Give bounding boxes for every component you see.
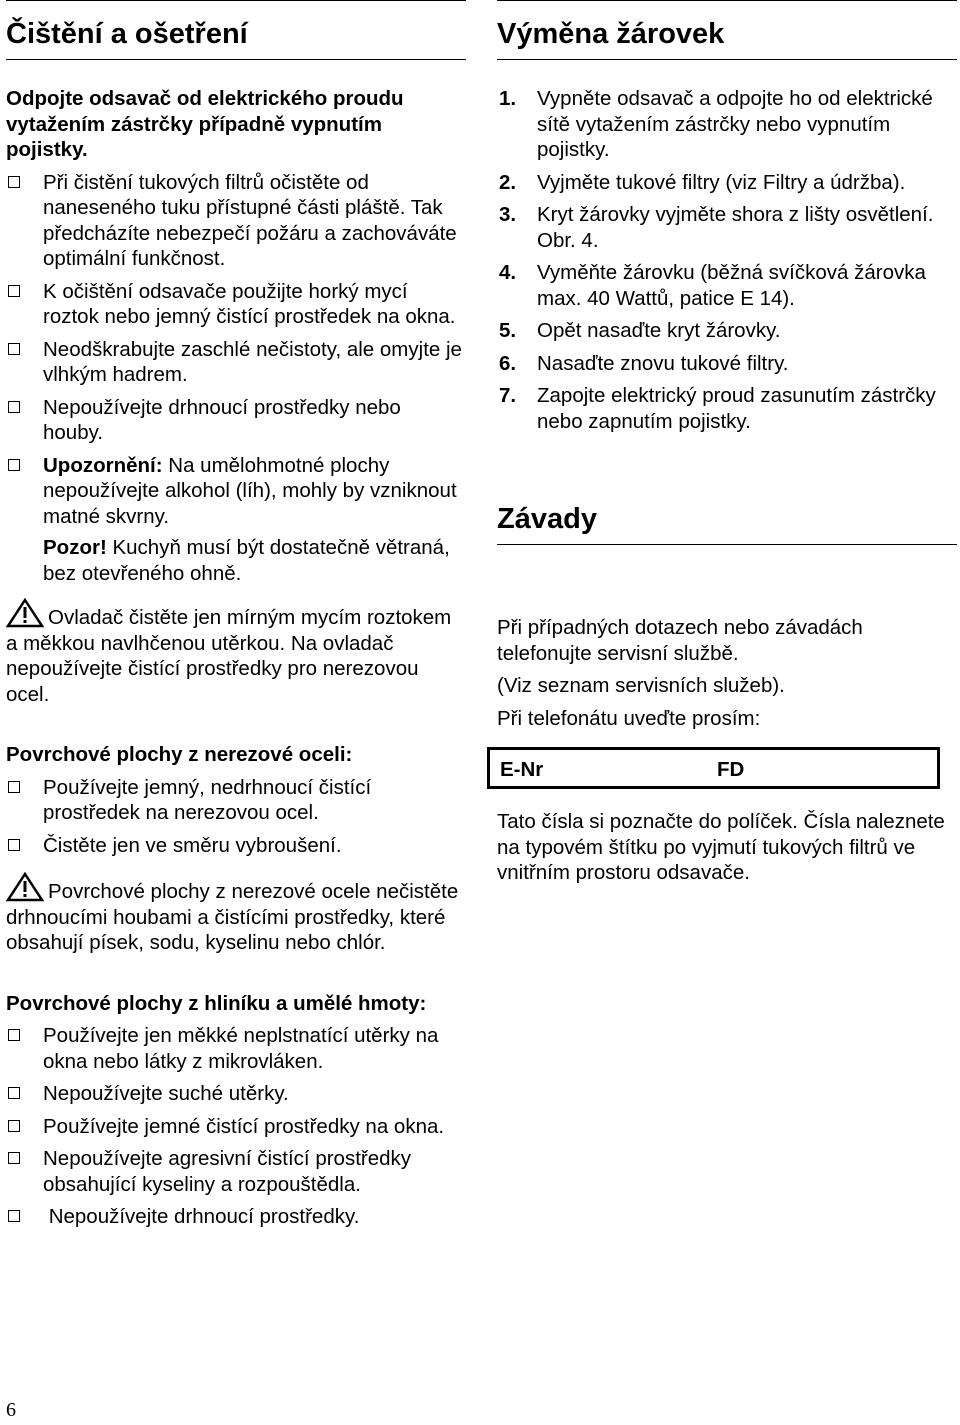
bulb-steps-list xyxy=(497,86,957,434)
checkbox-bullet-icon xyxy=(8,176,20,188)
caution-note: Pozor! Kuchyň musí být dostatečně větraná, bez otevřeného ohně. xyxy=(43,536,450,585)
checkbox-bullet-icon xyxy=(8,1120,20,1132)
list-item: Nepoužívejte drhnoucí prostředky. xyxy=(6,1204,466,1230)
list-item: 7. Zapojte elektrický proud zasunutím zástrčky nebo zapnutím pojistky. xyxy=(499,384,936,433)
list-item: 6. Nasaďte znovu tukové filtry. xyxy=(499,351,789,375)
service-list-note: (Viz seznam servisních služeb). xyxy=(497,674,785,697)
checkbox-bullet-icon xyxy=(8,343,20,355)
list-item: Při čistění tukových filtrů očistěte od naneseného tuku přístupné části pláště. Tak předcházíte nebezpečí požáru a zachováváte optimální funkčnost. xyxy=(6,170,466,272)
left-column xyxy=(6,0,466,1230)
warning-triangle-icon xyxy=(6,872,44,902)
list-item: Neodškrabujte zaschlé nečistoty, ale omyjte je vlhkým hadrem. xyxy=(6,337,466,388)
right-column xyxy=(497,0,957,886)
enr-fd-field-box xyxy=(487,747,940,789)
notice-label: Upozornění: xyxy=(43,453,163,477)
list-item: Používejte jemné čistící prostředky na okna. xyxy=(6,1114,466,1140)
list-item: Používejte jen měkké neplstnatící utěrky na okna nebo látky z mikrovláken. xyxy=(6,1023,466,1074)
list-item: 4. Vyměňte žárovku (běžná svíčková žárovka max. 40 Wattů, patice E 14). xyxy=(499,261,926,310)
phone-instruction: Při telefonátu uveďte prosím: xyxy=(497,706,761,730)
bulb-replacement-heading: Výměna žárovek xyxy=(497,0,957,60)
faults-contact-text: Při případných dotazech nebo závadách telefonujte servisní službě. xyxy=(497,616,863,665)
list-item: 2. Vyjměte tukové filtry (viz Filtry a údržba). xyxy=(499,170,906,194)
list-item: 3. Kryt žárovky vyjměte shora z lišty osvětlení. Obr. 4. xyxy=(499,203,934,252)
checkbox-bullet-icon xyxy=(8,1210,20,1222)
stainless-steel-heading: Povrchové plochy z nerezové oceli: xyxy=(6,743,353,766)
checkbox-bullet-icon xyxy=(8,1087,20,1099)
warning-stainless-steel: Povrchové plochy z nerezové ocele nečistěte drhnoucími houbami a čistícími prostředky, které obsahují písek, sodu, kyselinu nebo chlór. xyxy=(6,872,466,956)
list-item: Čistěte jen ve směru vybroušení. xyxy=(6,833,466,859)
list-item: 1. Vypněte odsavač a odpojte ho od elektrické sítě vytažením zástrčky nebo vypnutím pojistky. xyxy=(499,87,933,161)
list-item: K očištění odsavače použijte horký mycí roztok nebo jemný čistící prostředek na okna. xyxy=(6,279,466,330)
checkbox-bullet-icon xyxy=(8,401,20,413)
checkbox-bullet-icon xyxy=(8,781,20,793)
cleaning-heading: Čištění a ošetření xyxy=(6,0,466,60)
faults-heading: Závady xyxy=(497,482,957,545)
page-number: 6 xyxy=(6,1399,16,1421)
rating-plate-note: Tato čísla si poznačte do políček. Čísla naleznete na typovém štítku po vyjmutí tukových filtrů ve vnitřním prostoru odsavače. xyxy=(497,810,945,884)
warning-control-panel: Ovladač čistěte jen mírným mycím roztokem a měkkou navlhčenou utěrkou. Na ovladač nepoužívejte čistící prostředky pro nerezovou ocel. xyxy=(6,598,466,707)
list-item: Nepoužívejte suché utěrky. xyxy=(6,1081,466,1107)
disconnect-instruction: Odpojte odsavač od elektrického proudu vytažením zástrčky případně vypnutím pojistky. xyxy=(6,87,404,161)
list-item: Nepoužívejte agresivní čistící prostředky obsahující kyseliny a rozpouštědla. xyxy=(6,1146,466,1197)
enr-label: E-Nr xyxy=(500,758,544,781)
list-item: Používejte jemný, nedrhnoucí čistící prostředek na nerezovou ocel. xyxy=(6,775,466,826)
checkbox-bullet-icon xyxy=(8,459,20,471)
checkbox-bullet-icon xyxy=(8,839,20,851)
checkbox-bullet-icon xyxy=(8,285,20,297)
checkbox-bullet-icon xyxy=(8,1152,20,1164)
list-item: Upozornění: Na umělohmotné plochy nepoužívejte alkohol (líh), mohly by vzniknout matné skvrny. xyxy=(6,453,466,530)
warning-triangle-icon xyxy=(6,598,44,628)
caution-label: Pozor! xyxy=(43,536,107,559)
list-item: 5. Opět nasaďte kryt žárovky. xyxy=(499,319,781,342)
list-item: Nepoužívejte drhnoucí prostředky nebo houby. xyxy=(6,395,466,446)
fd-label: FD xyxy=(717,758,745,781)
aluminium-plastic-heading: Povrchové plochy z hliníku a umělé hmoty: xyxy=(6,991,427,1015)
checkbox-bullet-icon xyxy=(8,1029,20,1041)
